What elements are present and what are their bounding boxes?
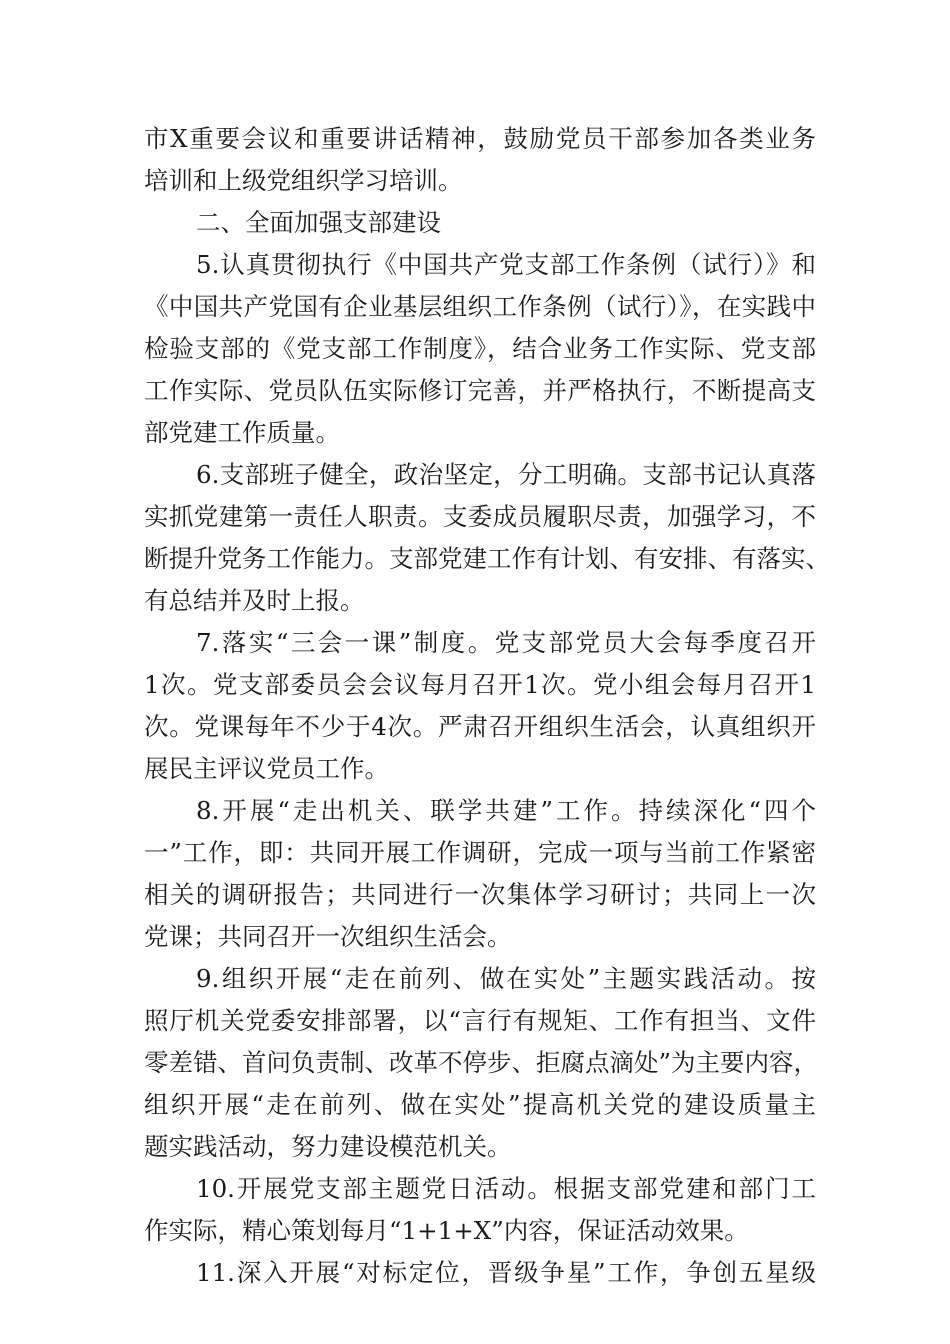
text-line: 11.深入开展“对标定位，晋级争星”工作，争创五星级 — [196, 1258, 816, 1287]
text-line: 10.开展党支部主题党日活动。根据支部党建和部门工 — [196, 1174, 816, 1203]
text-line: 党课；共同召开一次组织生活会。 — [144, 922, 512, 951]
text-line: 部党建工作质量。 — [144, 418, 340, 447]
text-line: 照厅机关党委安排部署，以“言行有规矩、工作有担当、文件 — [144, 1006, 816, 1035]
text-line: 1次。党支部委员会会议每月召开1次。党小组会每月召开1 — [144, 670, 816, 699]
text-line: 培训和上级党组织学习培训。 — [144, 166, 463, 195]
text-line: 次。党课每年不少于4次。严肃召开组织生活会，认真组织开 — [144, 712, 816, 741]
text-line: 市X重要会议和重要讲话精神，鼓励党员干部参加各类业务 — [144, 124, 816, 153]
text-line: 6.支部班子健全，政治坚定，分工明确。支部书记认真落 — [196, 460, 816, 489]
text-line: 工作实际、党员队伍实际修订完善，并严格执行，不断提高支 — [144, 376, 816, 405]
text-line: 《中国共产党国有企业基层组织工作条例（试行）》，在实践中 — [144, 292, 816, 321]
text-line: 实抓党建第一责任人职责。支委成员履职尽责，加强学习，不 — [144, 502, 816, 531]
text-line: 有总结并及时上报。 — [144, 586, 365, 615]
text-line: 作实际，精心策划每月“1+1+X”内容，保证活动效果。 — [144, 1216, 749, 1245]
text-line: 一”工作，即：共同开展工作调研，完成一项与当前工作紧密 — [144, 838, 816, 867]
text-line: 展民主评议党员工作。 — [144, 754, 389, 783]
section-heading: 二、全面加强支部建设 — [196, 208, 441, 237]
text-line: 题实践活动，努力建设模范机关。 — [144, 1132, 512, 1161]
text-line: 7.落实“三会一课”制度。党支部党员大会每季度召开 — [196, 628, 816, 657]
text-line: 相关的调研报告；共同进行一次集体学习研讨；共同上一次 — [144, 880, 816, 909]
text-line: 检验支部的《党支部工作制度》，结合业务工作实际、党支部 — [144, 334, 816, 363]
text-line: 断提升党务工作能力。支部党建工作有计划、有安排、有落实、 — [144, 544, 830, 573]
text-line: 组织开展“走在前列、做在实处”提高机关党的建设质量主 — [144, 1090, 816, 1119]
text-line: 5.认真贯彻执行《中国共产党支部工作条例（试行）》和 — [196, 250, 816, 279]
document-body — [144, 118, 830, 1294]
text-line: 9.组织开展“走在前列、做在实处”主题实践活动。按 — [196, 964, 816, 993]
text-line: 零差错、首问负责制、改革不停步、拒腐点滴处”为主要内容， — [144, 1048, 819, 1077]
text-line: 8.开展“走出机关、联学共建”工作。持续深化“四个 — [196, 796, 816, 825]
